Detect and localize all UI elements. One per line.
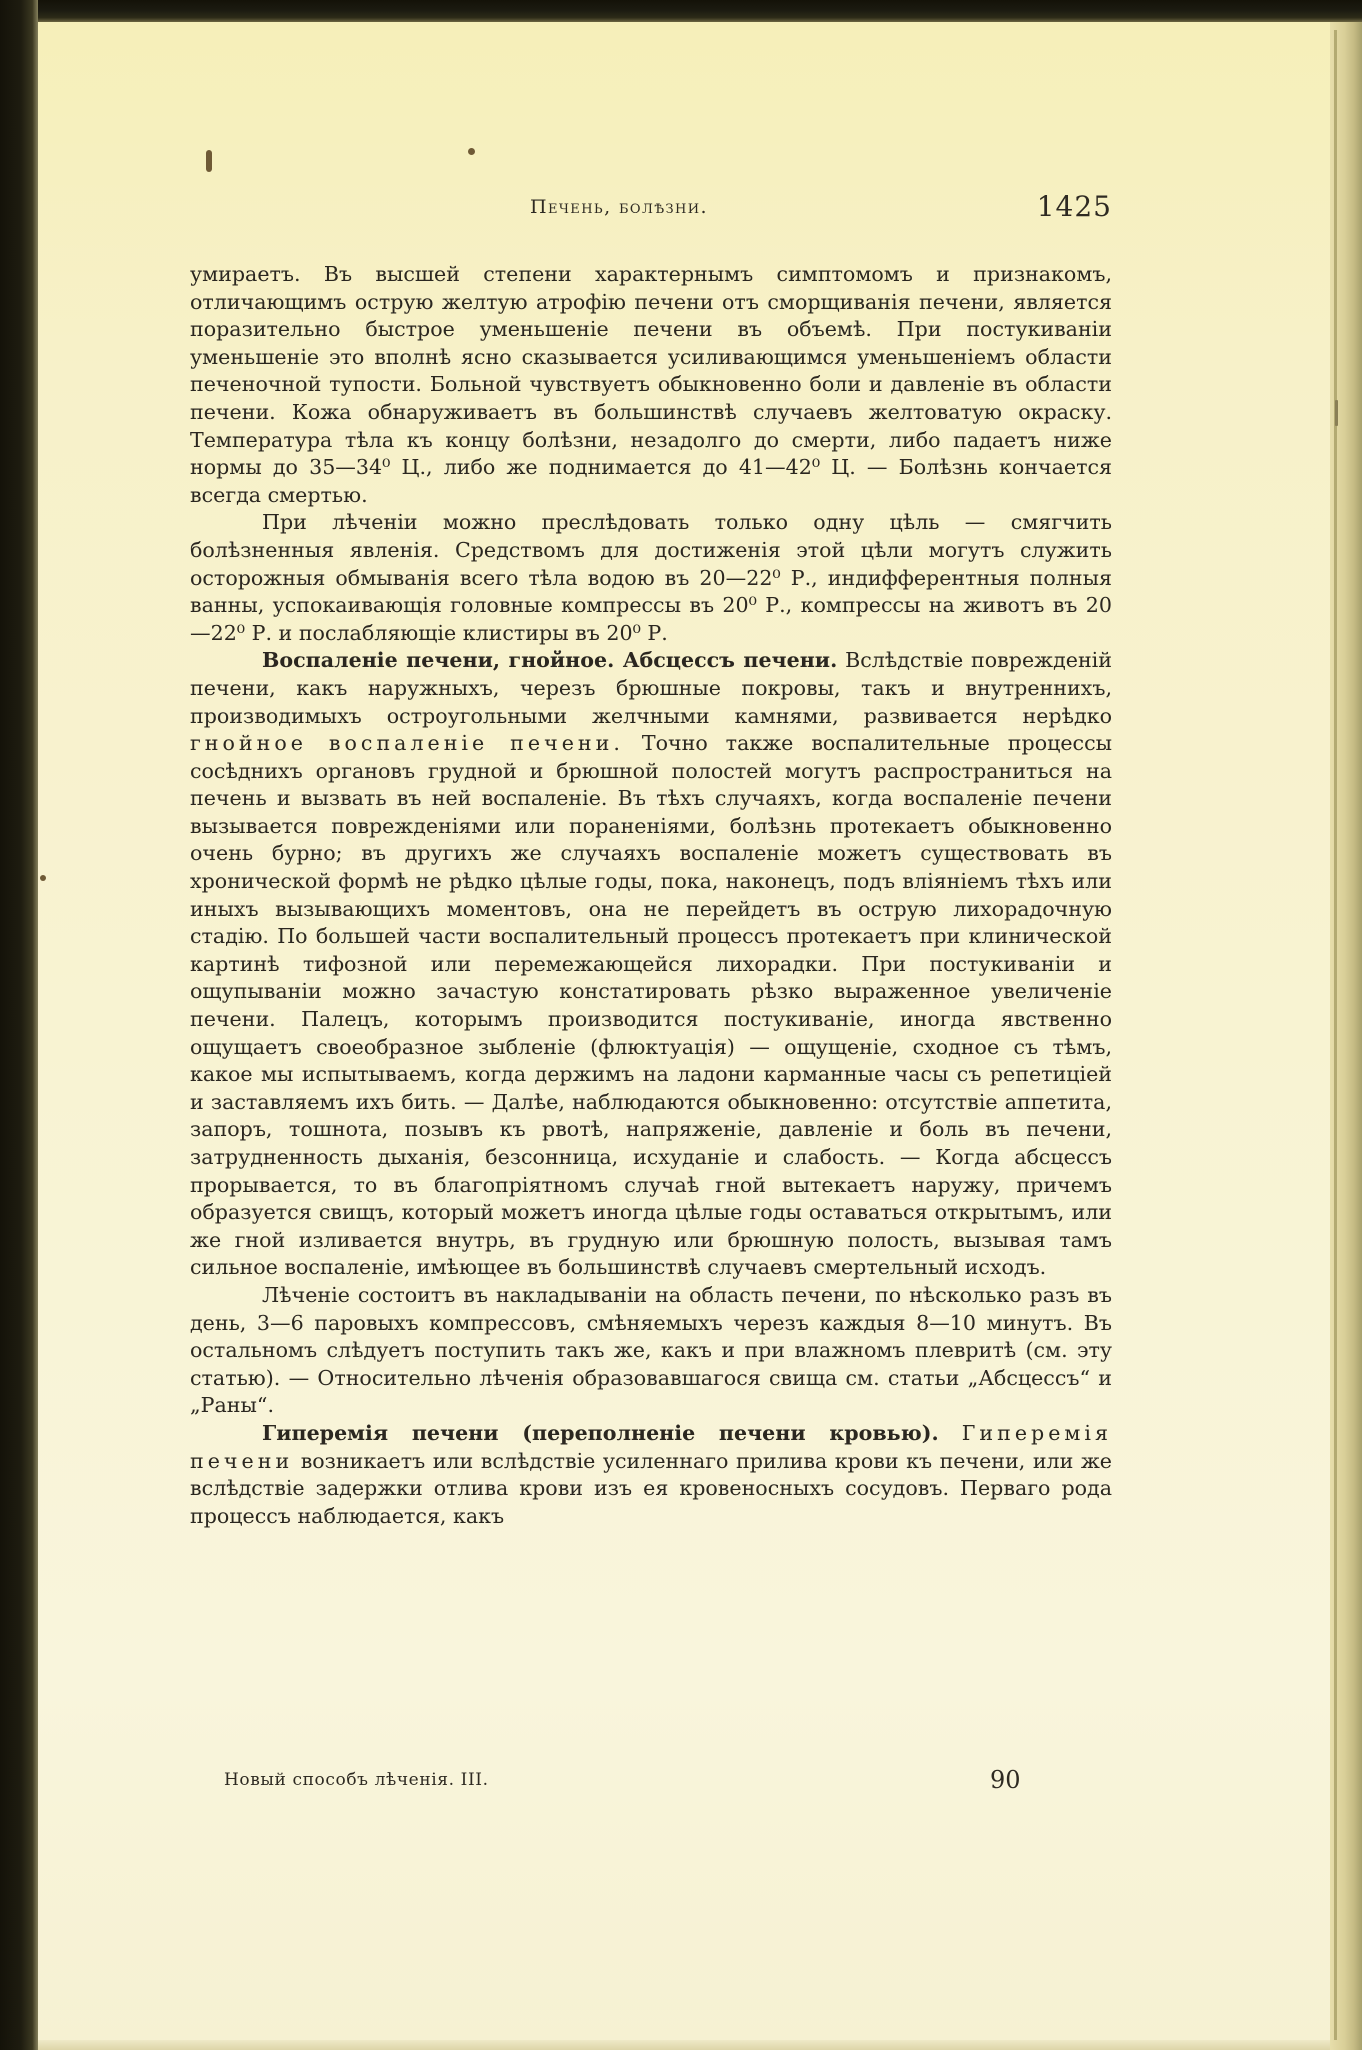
- emphasized-term: Гиперемія печени: [190, 1420, 1113, 1473]
- paragraph: [190, 647, 1112, 1282]
- paragraph-text: Вслѣдствіе поврежденій печени, какъ наружныхъ, черезъ брюшные покровы, такъ и внутреннихъ, производимыхъ остроугольными желчными камнями, развивается нерѣдко: [190, 648, 1112, 728]
- article-body: [190, 261, 1112, 1530]
- sheet-number: 90: [990, 1766, 1021, 1794]
- running-head: [190, 190, 1112, 230]
- ink-spot: [40, 875, 46, 881]
- paragraph-text: Точно также воспалительные процессы сосѣднихъ органовъ грудной и брюшной полостей могутъ распространиться на печень и вызвать въ ней воспаленіе. Въ тѣхъ случаяхъ, когда воспаленіе печени вызывается поврежденіями или пораненіями, болѣзнь протекаетъ обыкновенно очень бурно; въ другихъ же случаяхъ воспаленіе можетъ существовать въ хронической формѣ не рѣдко цѣлые годы, пока, наконецъ, подъ вліяніемъ тѣхъ или иныхъ вызывающихъ моментовъ, она не перейдетъ въ острую лихорадочную стадію. По большей части воспалительный процессъ протекаетъ при клинической картинѣ тифозной или перемежающейся лихорадки. При постукиваніи и ощупываніи можно зачастую констатировать рѣзко выраженное увеличеніе печени. Палецъ, которымъ производится постукиваніе, иногда явственно ощущаетъ своеобразное зыбленіе (флюктуація) — ощущеніе, сходное съ тѣмъ, какое мы испытываемъ, когда держимъ на ладони карманные часы съ репетиціей и заставляемъ ихъ бить. — Далѣе, наблюдаются обыкновенно: отсутствіе аппетита, запоръ, тошнота, позывъ къ рвотѣ, напряженіе, давленіе и боль въ печени, затрудненность дыханія, безсонница, исхуданіе и слабость. — Когда абсцессъ прорывается, то въ благопріятномъ случаѣ гной вытекаетъ наружу, причемъ образуется свищъ, который можетъ иногда цѣлые годы оставаться открытымъ, или же гной изливается внутрь, въ грудную или брюшную полость, вызывая тамъ сильное воспаленіе, имѣющее въ большинствѣ случаевъ смертельный исходъ.: [190, 731, 1112, 1280]
- page-number: 1425: [1036, 190, 1112, 223]
- section-heading: Воспаленіе печени, гнойное. Абсцессъ печени.: [262, 648, 838, 673]
- page-fold-line: [1334, 30, 1337, 2040]
- printer-signature: Новый способъ лѣченія. III.: [224, 1770, 489, 1790]
- paragraph: При лѣченіи можно преслѣдовать только одну цѣль — смягчить болѣзненныя явленія. Средствомъ для достиженія этой цѣли могутъ служить осторожныя обмыванія всего тѣла водою въ 20—22⁰ Р., индифферентныя полныя ванны, успокаивающія головные компрессы въ 20⁰ Р., компрессы на животъ въ 20—22⁰ Р. и послабляющіе клистиры въ 20⁰ Р.: [190, 510, 1112, 645]
- paragraph: Лѣченіе состоитъ въ накладываніи на область печени, по нѣсколько разъ въ день, 3—6 паровыхъ компрессовъ, смѣняемыхъ черезъ каждыя 8—10 минутъ. Въ остальномъ слѣдуетъ поступить такъ же, какъ и при влажномъ плевритѣ (см. эту статью). — Относительно лѣченія образовавшагося свища см. статьи „Абсцессъ“ и „Раны“.: [190, 1282, 1112, 1418]
- paragraph: умираетъ. Въ высшей степени характернымъ симптомомъ и признакомъ, отличающимъ острую желтую атрофію печени отъ сморщиванія печени, является поразительно быстрое уменьшеніе печени въ объемѣ. При постукиваніи уменьшеніе это вполнѣ ясно сказывается усиливающимся уменьшеніемъ области печеночной тупости. Больной чувствуетъ обыкновенно боли и давленіе въ области печени. Кожа обнаруживаетъ въ большинствѣ случаевъ желтоватую окраску. Температура тѣла къ концу болѣзни, незадолго до смерти, либо падаетъ ниже нормы до 35—34⁰ Ц., либо же поднимается до 41—42⁰ Ц. — Болѣзнь кончается всегда смертью.: [190, 262, 1112, 507]
- scan-left-border: [0, 0, 38, 2050]
- page-bottom-edge: [38, 2040, 1330, 2050]
- ink-spot: [468, 148, 475, 155]
- ink-spot: [206, 150, 212, 172]
- running-title: Печень, болѣзни.: [530, 196, 708, 218]
- section-heading: Гиперемія печени (переполненіе печени кровью).: [262, 1420, 939, 1445]
- paragraph: [190, 1420, 1112, 1530]
- scan-top-border: [0, 0, 1362, 22]
- page-footer: [224, 1766, 1024, 1796]
- paragraph-text: возникаетъ или вслѣдствіе усиленнаго прилива крови къ печени, или же вслѣдствіе задержки отлива крови изъ ея кровеносныхъ сосудовъ. Перваго рода процессъ наблюдается, какъ: [190, 1448, 1112, 1528]
- emphasized-term: гнойное воспаленіе печени.: [190, 731, 624, 756]
- ink-spot: [1335, 400, 1338, 426]
